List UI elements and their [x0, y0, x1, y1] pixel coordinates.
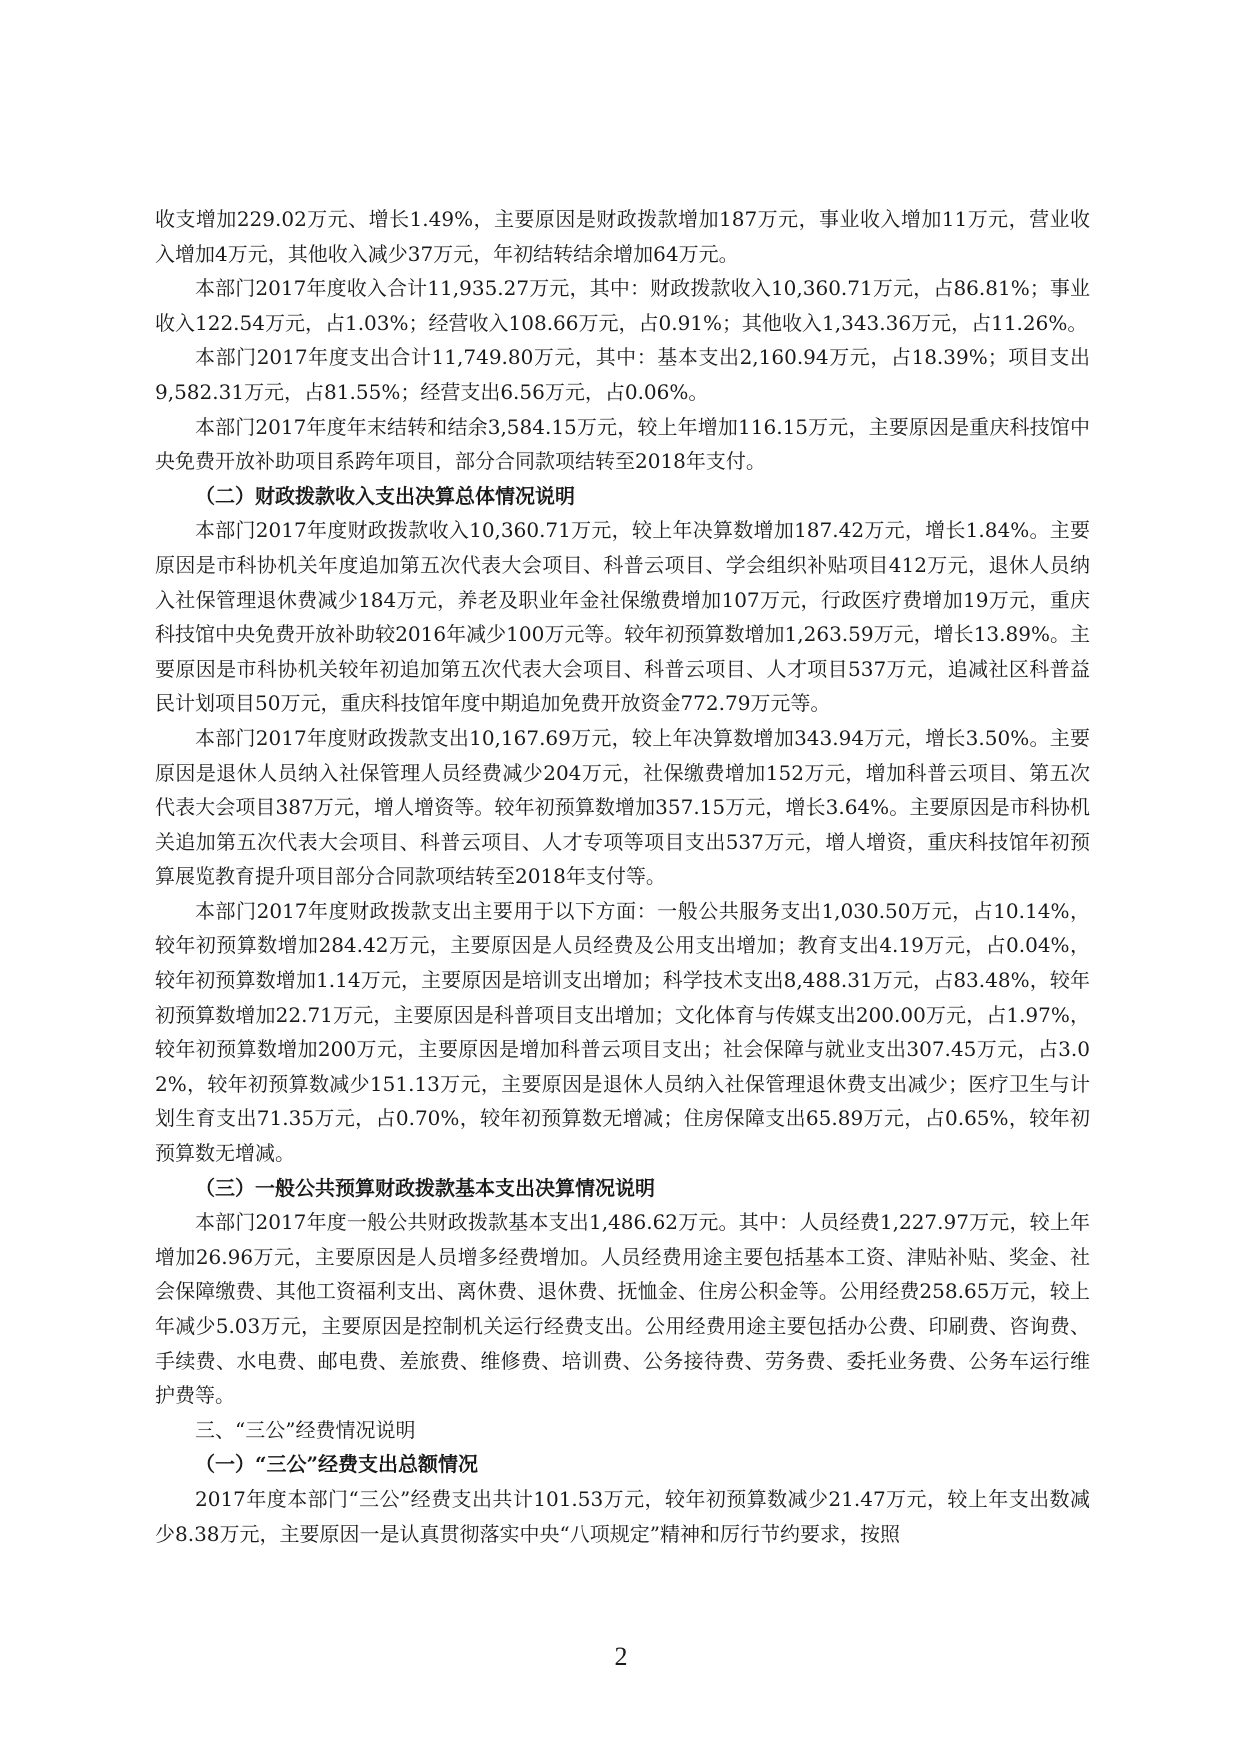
paragraph-basic-expense: 本部门2017年度一般公共财政拨款基本支出1,486.62万元。其中：人员经费1,227.97万元，较上年增加26.96万元，主要原因是人员增多经费增加。人员经费用途主要包括基本工资、津贴补贴、奖金、社会保障缴费、其他工资福利支出、离休费、退休费、抚恤金、住房公积金等。公用经费258.65万元，较上年减少5.03万元，主要原因是控制机关运行经费支出。公用经费用途主要包括办公费、印刷费、咨询费、手续费、水电费、邮电费、差旅费、维修费、培训费、公务接待费、劳务费、委托业务费、公务车运行维护费等。 [155, 1210, 1090, 1408]
paragraph-income-expense-change: 收支增加229.02万元、增长1.49%，主要原因是财政拨款增加187万元，事业收入增加11万元，营业收入增加4万元，其他收入减少37万元，年初结转结余增加64万元。 [155, 207, 1090, 266]
section-heading-basic-expense: （三）一般公共预算财政拨款基本支出决算情况说明 [195, 1175, 655, 1200]
document-body [155, 202, 1090, 1551]
subsection-heading-three-public-total: （一）“三公”经费支出总额情况 [195, 1452, 479, 1477]
paragraph-three-public-total: 2017年度本部门“三公”经费支出共计101.53万元，较年初预算数减少21.47万元，较上年支出数减少8.38万元，主要原因一是认真贯彻落实中央“八项规定”精神和厉行节约要求，按照 [155, 1486, 1090, 1546]
page-number: 2 [614, 1642, 628, 1671]
paragraph-year-end-balance: 本部门2017年度年末结转和结余3,584.15万元，较上年增加116.15万元，主要原因是重庆科技馆中央免费开放补助项目系跨年项目，部分合同款项结转至2018年支付。 [155, 414, 1090, 474]
section-heading-fiscal-appropriation: （二）财政拨款收入支出决算总体情况说明 [195, 483, 575, 508]
paragraph-total-expense: 本部门2017年度支出合计11,749.80万元，其中：基本支出2,160.94万元，占18.39%；项目支出9,582.31万元，占81.55%；经营支出6.56万元，占0.06%。 [155, 345, 1090, 404]
paragraph-fiscal-income: 本部门2017年度财政拨款收入10,360.71万元，较上年决算数增加187.42万元，增长1.84%。主要原因是市科协机关年度追加第五次代表大会项目、科普云项目、学会组织补贴项目412万元，退休人员纳入社保管理退休费减少184万元，养老及职业年金社保缴费增加107万元，行政医疗费增加19万元，重庆科技馆中央免费开放补助较2016年减少100万元等。较年初预算数增加1,263.59万元，增长13.89%。主要原因是市科协机关较年初追加第五次代表大会项目、科普云项目、人才项目537万元，追减社区科普益民计划项目50万元，重庆科技馆年度中期追加免费开放资金772.79万元等。 [155, 518, 1090, 716]
paragraph-fiscal-expense: 本部门2017年度财政拨款支出10,167.69万元，较上年决算数增加343.94万元，增长3.50%。主要原因是退休人员纳入社保管理人员经费减少204万元，社保缴费增加152万元，增加科普云项目、第五次代表大会项目387万元，增人增资等。较年初预算数增加357.15万元，增长3.64%。主要原因是市科协机关追加第五次代表大会项目、科普云项目、人才专项等项目支出537万元，增人增资，重庆科技馆年初预算展览教育提升项目部分合同款项结转至2018年支付等。 [155, 725, 1090, 889]
paragraph-total-income: 本部门2017年度收入合计11,935.27万元，其中：财政拨款收入10,360.71万元，占86.81%；事业收入122.54万元，占1.03%；经营收入108.66万元，占0.91%；其他收入1,343.36万元，占11.26%。 [155, 276, 1090, 335]
paragraph-fiscal-expense-breakdown: 本部门2017年度财政拨款支出主要用于以下方面：一般公共服务支出1,030.50万元，占10.14%，较年初预算数增加284.42万元，主要原因是人员经费及公用支出增加；教育支出4.19万元，占0.04%，较年初预算数增加1.14万元，主要原因是培训支出增加；科学技术支出8,488.31万元，占83.48%，较年初预算数增加22.71万元，主要原因是科普项目支出增加；文化体育与传媒支出200.00万元，占1.97%，较年初预算数增加200万元，主要原因是增加科普云项目支出；社会保障与就业支出307.45万元，占3.02%，较年初预算数减少151.13万元，主要原因是退休人员纳入社保管理退休费支出减少；医疗卫生与计划生育支出71.35万元，占0.70%，较年初预算数无增减；住房保障支出65.89万元，占0.65%，较年初预算数无增减。 [155, 898, 1090, 1166]
section-heading-three-public: 三、“三公”经费情况说明 [195, 1417, 416, 1442]
